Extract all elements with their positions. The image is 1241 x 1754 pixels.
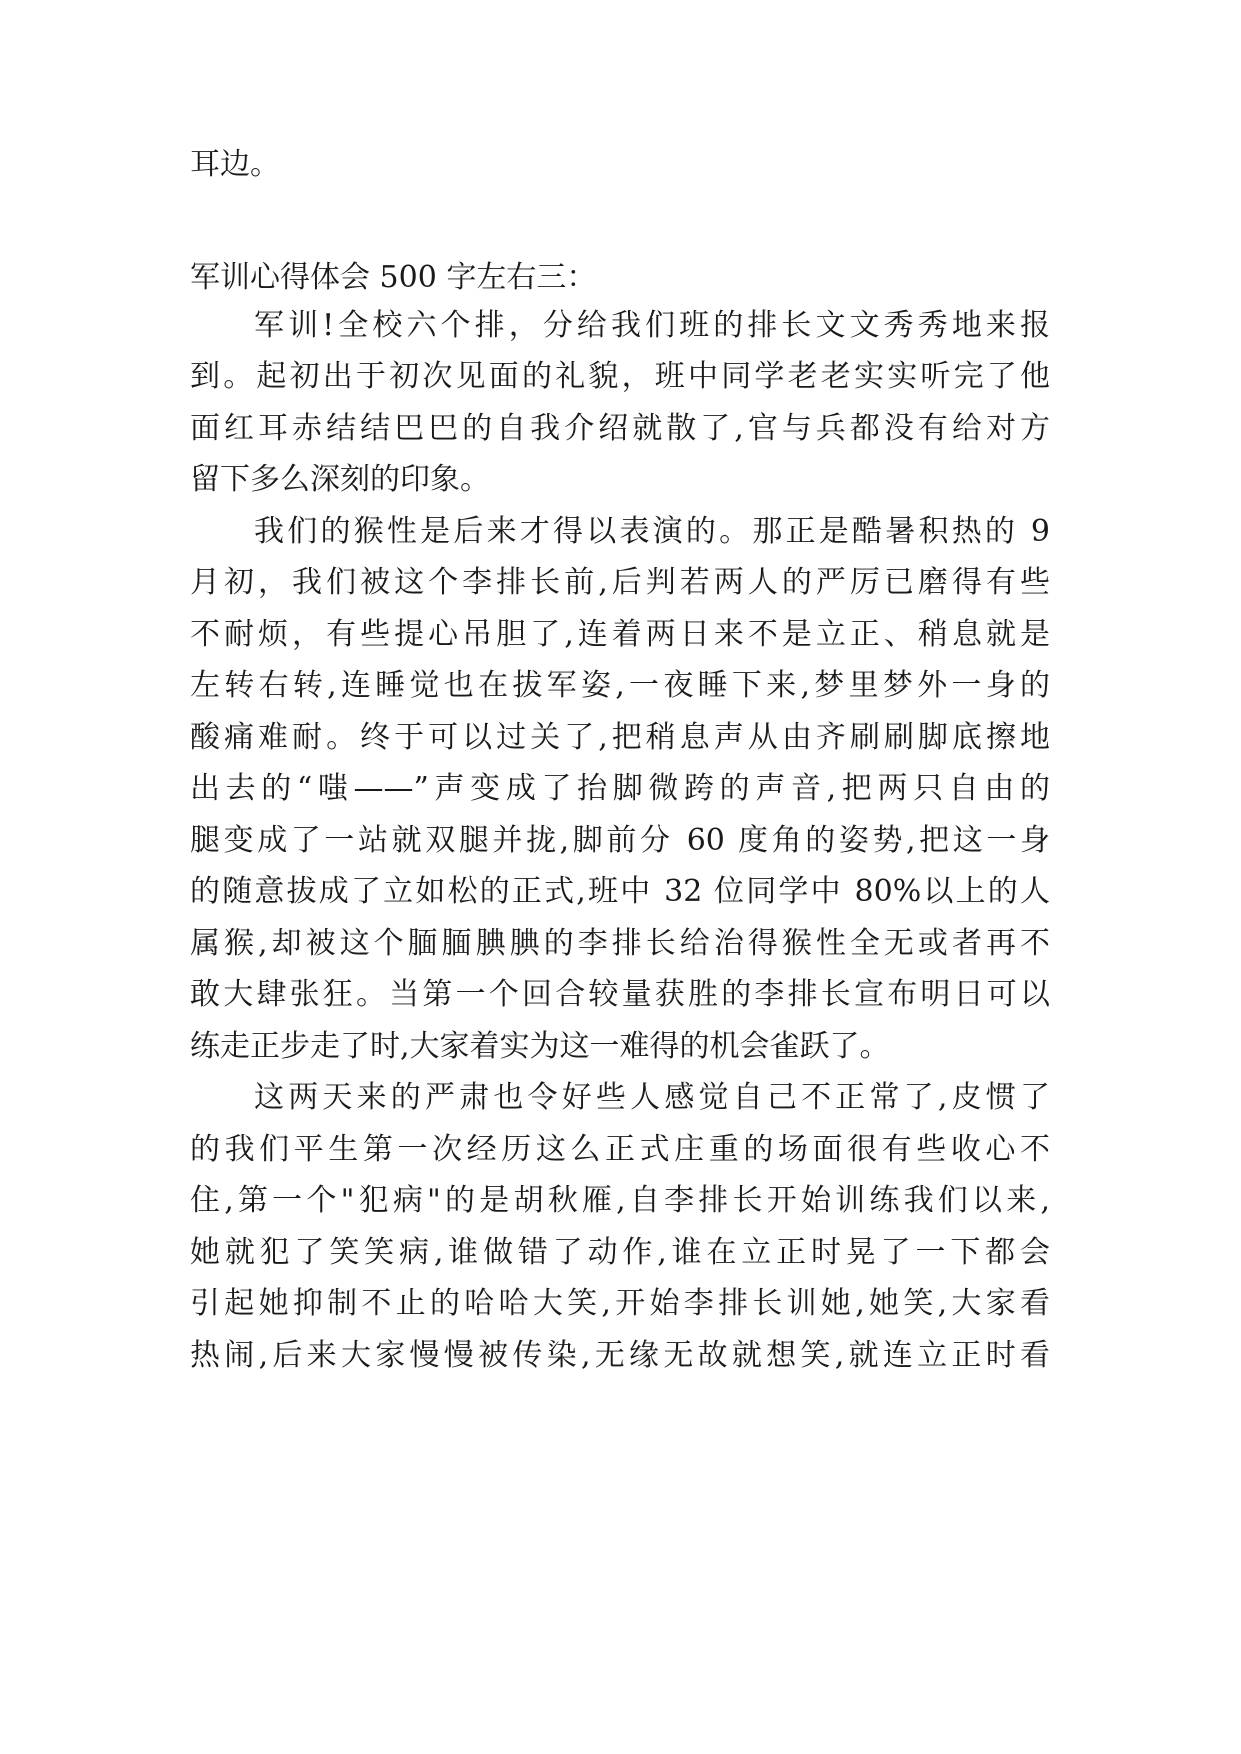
- text-line: 左转右转,连睡觉也在拔军姿,一夜睡下来,梦里梦外一身的: [190, 668, 1050, 703]
- document-page: [190, 0, 1050, 1754]
- text-line: 到。起初出于初次见面的礼貌，班中同学老老实实听完了他: [190, 359, 1050, 394]
- text-line: 的我们平生第一次经历这么正式庄重的场面很有些收心不: [190, 1132, 1050, 1167]
- text-line: 留下多么深刻的印象。: [190, 462, 490, 497]
- text-line: 属猴,却被这个腼腼腆腆的李排长给治得猴性全无或者再不: [190, 926, 1050, 961]
- text-line: 出去的“嗤——”声变成了抬脚微跨的声音,把两只自由的: [190, 771, 1050, 806]
- text-line: 这两天来的严肃也令好些人感觉自己不正常了,皮惯了: [254, 1080, 1050, 1115]
- text-line: 面红耳赤结结巴巴的自我介绍就散了,官与兵都没有给对方: [190, 411, 1050, 446]
- text-line: 月初，我们被这个李排长前,后判若两人的严厉已磨得有些: [190, 565, 1050, 600]
- text-line: 敢大肆张狂。当第一个回合较量获胜的李排长宣布明日可以: [190, 977, 1050, 1012]
- text-line: 军训!全校六个排，分给我们班的排长文文秀秀地来报: [254, 308, 1050, 343]
- text-line: 练走正步走了时,大家着实为这一难得的机会雀跃了。: [190, 1029, 890, 1064]
- text-line: 我们的猴性是后来才得以表演的。那正是酷暑积热的 9: [254, 514, 1050, 549]
- text-line: 住,第一个"犯病"的是胡秋雁,自李排长开始训练我们以来,: [190, 1183, 1050, 1218]
- text-line: 酸痛难耐。终于可以过关了,把稍息声从由齐刷刷脚底擦地: [190, 720, 1050, 755]
- section-heading: 军训心得体会 500 字左右三：: [190, 260, 597, 295]
- text-line: 她就犯了笑笑病,谁做错了动作,谁在立正时晃了一下都会: [190, 1235, 1050, 1270]
- text-line: 腿变成了一站就双腿并拢,脚前分 60 度角的姿势,把这一身: [190, 823, 1050, 858]
- text-line: 热闹,后来大家慢慢被传染,无缘无故就想笑,就连立正时看: [190, 1338, 1050, 1373]
- text-line: 引起她抑制不止的哈哈大笑,开始李排长训她,她笑,大家看: [190, 1286, 1050, 1321]
- text-line: 不耐烦，有些提心吊胆了,连着两日来不是立正、稍息就是: [190, 617, 1050, 652]
- text-line: 耳边。: [190, 147, 280, 182]
- text-line: 的随意拔成了立如松的正式,班中 32 位同学中 80%以上的人: [190, 874, 1050, 909]
